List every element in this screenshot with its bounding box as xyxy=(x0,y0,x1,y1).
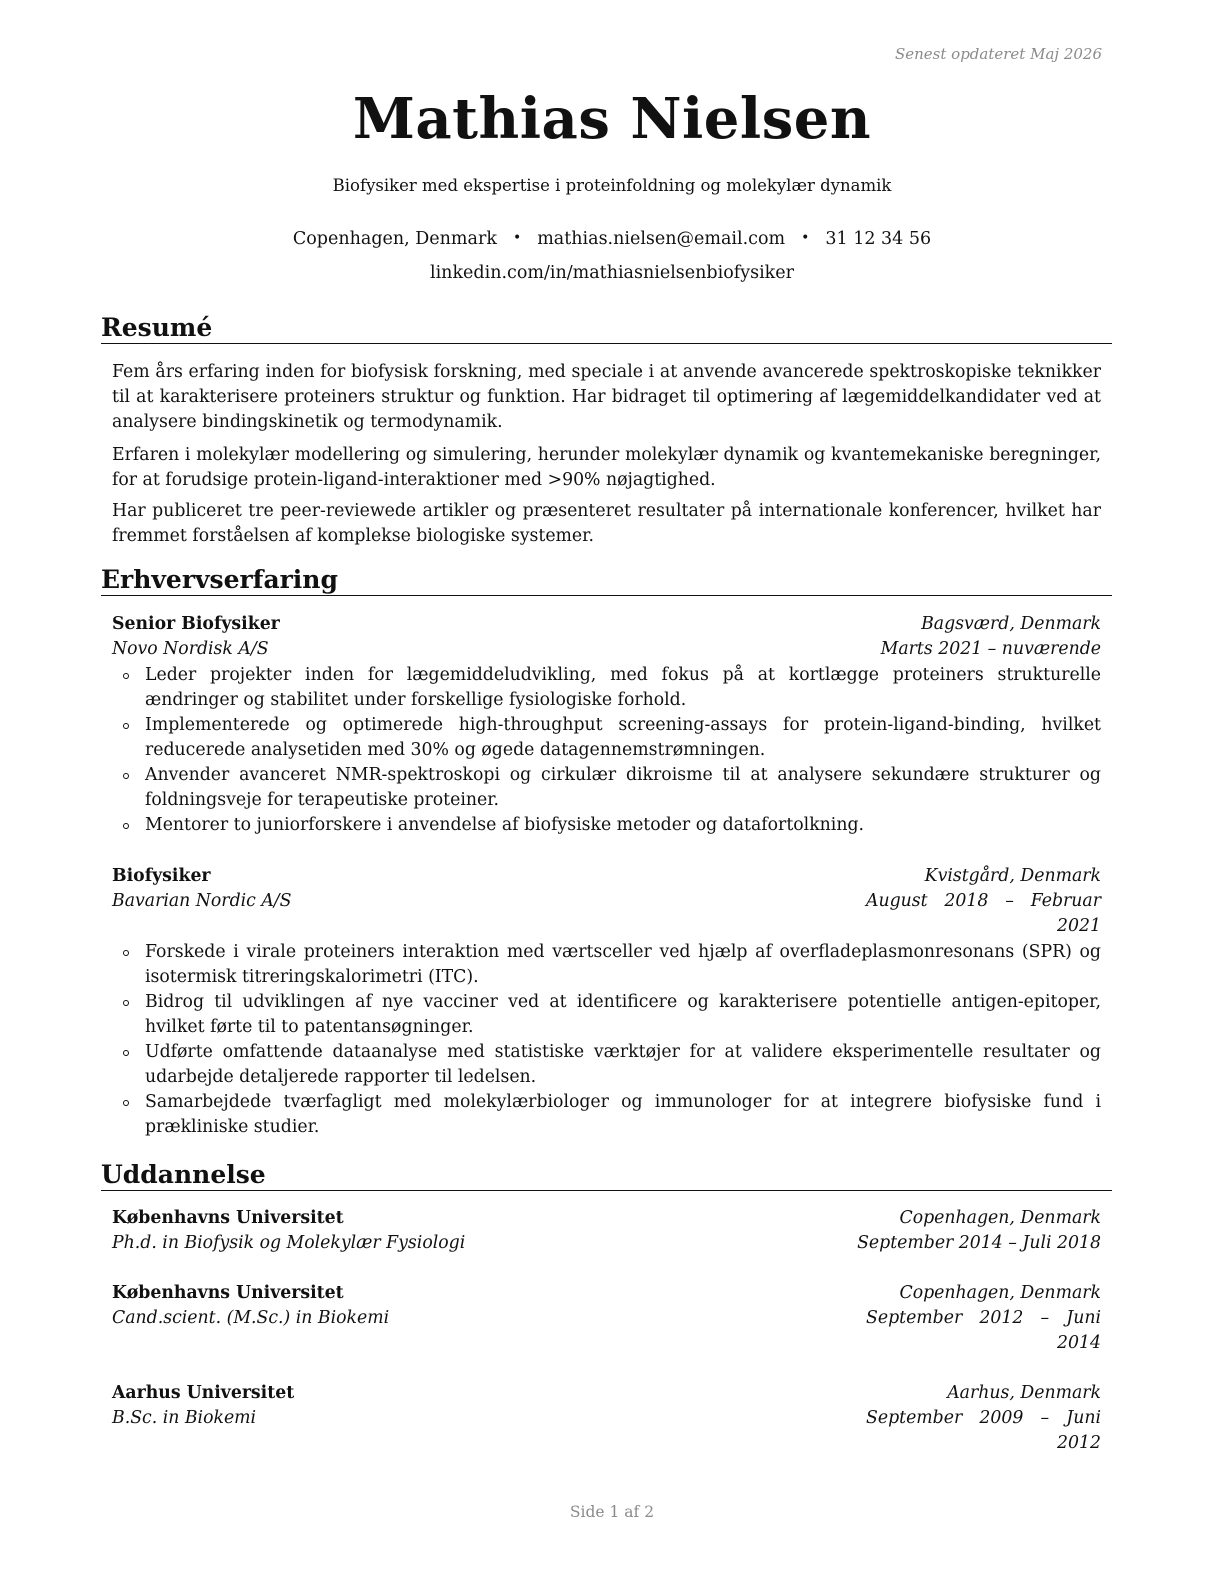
education-degree: B.Sc. in Biokemi xyxy=(112,1408,257,1428)
contact-line xyxy=(0,229,1224,249)
education-dates: September 2012 – Juni 2014 xyxy=(866,1308,1101,1353)
separator-bullet: • xyxy=(801,230,810,246)
job-location: Bagsværd, Denmark xyxy=(921,614,1101,634)
last-updated: Senest opdateret Maj 2026 xyxy=(894,45,1102,63)
job-company: Bavarian Nordic A/S xyxy=(112,891,292,911)
section-title-education: Uddannelse xyxy=(101,1160,1112,1191)
section-title-experience: Erhvervserfaring xyxy=(101,565,1112,596)
list-item: Samarbejdede tværfagligt med molekylærbiologer og immunologer for at integrere biofysiske fund i prækliniske studier. xyxy=(112,1090,1101,1140)
contact-phone[interactable]: 31 12 34 56 xyxy=(825,229,932,249)
bullet-circle-icon xyxy=(123,950,129,956)
resume-paragraph: Har publiceret tre peer-reviewede artikler og præsenteret resultater på internationale konferencer, hvilket har fremmet forståelsen af komplekse biologiske systemer. xyxy=(112,501,1101,546)
bullet-circle-icon xyxy=(123,723,129,729)
job-role: Senior Biofysiker xyxy=(112,614,280,634)
bullet-circle-icon xyxy=(123,1100,129,1106)
education-school: Københavns Universitet xyxy=(112,1208,344,1228)
page-number: Side 1 af 2 xyxy=(569,1503,655,1521)
list-item: Bidrog til udviklingen af nye vacciner ved at identificere og karakterisere potentielle antigen-epitoper, hvilket førte til to patentansøgninger. xyxy=(112,990,1101,1040)
education-location: Copenhagen, Denmark xyxy=(899,1283,1101,1303)
list-item: Anvender avanceret NMR-spektroskopi og cirkulær dikroisme til at analysere sekundære strukturer og foldningsveje for terapeutiske proteiner. xyxy=(112,763,1101,813)
bullet-circle-icon xyxy=(123,823,129,829)
education-location: Copenhagen, Denmark xyxy=(899,1208,1101,1228)
separator-bullet: • xyxy=(512,230,522,246)
contact-linkedin[interactable]: linkedin.com/in/mathiasnielsenbiofysiker xyxy=(429,263,795,283)
job-location: Kvistgård, Denmark xyxy=(924,866,1101,886)
candidate-headline: Biofysiker med ekspertise i proteinfoldning og molekylær dynamik xyxy=(332,176,892,195)
job-dates: Marts 2021 – nuværende xyxy=(880,639,1101,659)
contact-location: Copenhagen, Denmark xyxy=(292,229,497,249)
bullet-circle-icon xyxy=(123,673,129,679)
education-school: Københavns Universitet xyxy=(112,1283,344,1303)
resume-paragraph: Erfaren i molekylær modellering og simulering, herunder molekylær dynamik og kvantemekaniske beregninger, for at forudsige protein-ligand-interaktioner med >90% nøjagtighed. xyxy=(112,445,1101,490)
bullet-circle-icon xyxy=(123,1000,129,1006)
education-degree: Cand.scient. (M.Sc.) in Biokemi xyxy=(112,1308,390,1328)
section-title-resume: Resumé xyxy=(101,313,1112,344)
bullet-circle-icon xyxy=(123,773,129,779)
list-item: Leder projekter inden for lægemiddeludvikling, med fokus på at kortlægge proteiners strukturelle ændringer og stabilitet under forskellige fysiologiske forhold. xyxy=(112,663,1101,713)
list-item: Udførte omfattende dataanalyse med statistiske værktøjer for at validere eksperimentelle resultater og udarbejde detaljerede rapporter til ledelsen. xyxy=(112,1040,1101,1090)
job-bullets xyxy=(112,663,1101,838)
resume-paragraph: Fem års erfaring inden for biofysisk forskning, med speciale i at anvende avancerede spektroskopiske teknikker til at karakterisere proteiners struktur og funktion. Har bidraget til optimering af lægemiddelkandidater ved at analysere bindingskinetik og termodynamik. xyxy=(112,362,1101,432)
education-school: Aarhus Universitet xyxy=(112,1383,295,1403)
education-dates: September 2009 – Juni 2012 xyxy=(866,1408,1101,1453)
list-item: Forskede i virale proteiners interaktion med værtsceller ved hjælp af overfladeplasmonresonans (SPR) og isotermisk titreringskalorimetri (ITC). xyxy=(112,940,1101,990)
job-role: Biofysiker xyxy=(112,866,211,886)
education-degree: Ph.d. in Biofysik og Molekylær Fysiologi xyxy=(112,1233,466,1253)
list-item: Mentorer to juniorforskere i anvendelse af biofysiske metoder og datafortolkning. xyxy=(112,813,1101,838)
list-item: Implementerede og optimerede high-throughput screening-assays for protein-ligand-binding, hvilket reducerede analysetiden med 30% og øgede datagennemstrømningen. xyxy=(112,713,1101,763)
education-location: Aarhus, Denmark xyxy=(947,1383,1101,1403)
job-company: Novo Nordisk A/S xyxy=(112,639,269,659)
candidate-name: Mathias Nielsen xyxy=(352,86,872,152)
job-bullets xyxy=(112,940,1101,1140)
job-dates: August 2018 – Februar 2021 xyxy=(866,891,1101,936)
bullet-circle-icon xyxy=(123,1050,129,1056)
contact-email[interactable]: mathias.nielsen@email.com xyxy=(537,229,786,249)
education-dates: September 2014 – Juli 2018 xyxy=(857,1233,1101,1253)
